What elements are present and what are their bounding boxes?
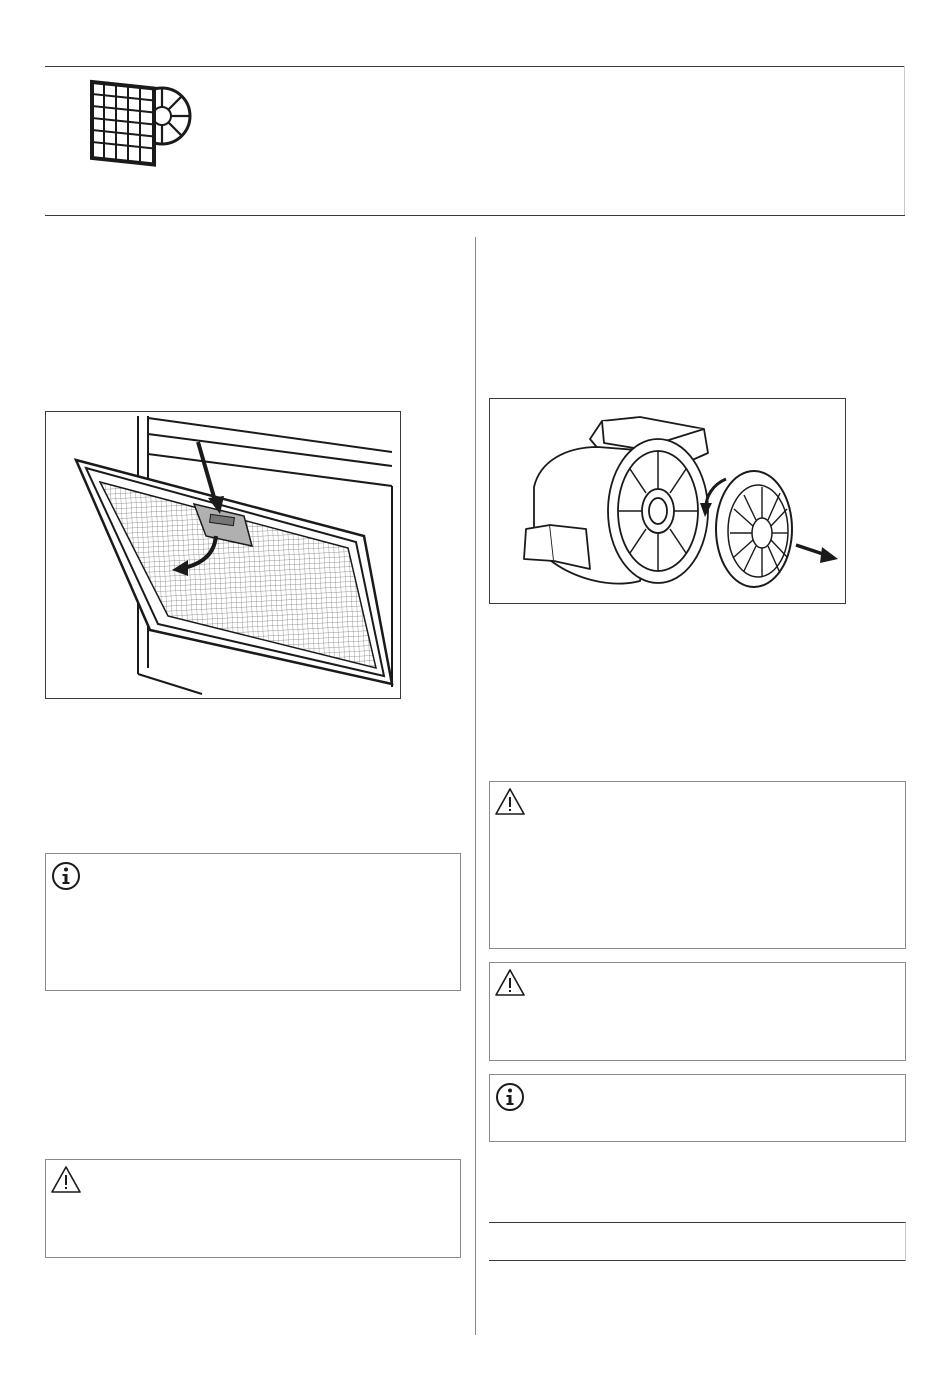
warning-note-2 — [489, 781, 906, 949]
warning-triangle-icon — [494, 786, 526, 816]
figure-grease-filter-removal — [45, 411, 401, 699]
warning-triangle-icon — [50, 1164, 82, 1194]
header-right-edge — [904, 66, 905, 215]
grease-and-carbon-filter-icon — [80, 74, 196, 174]
warning-note-3 — [489, 962, 906, 1061]
carbon-filter-illustration — [490, 399, 846, 604]
info-icon — [494, 1081, 526, 1113]
warning-note-1 — [45, 1159, 461, 1258]
header-top-rule — [45, 66, 905, 67]
info-note-2 — [489, 1074, 906, 1142]
warning-triangle-icon — [494, 967, 526, 997]
column-divider — [475, 237, 476, 1335]
info-note-1 — [45, 853, 461, 991]
table-frame — [489, 1222, 906, 1261]
info-icon — [50, 860, 82, 892]
grease-filter-illustration — [46, 412, 401, 699]
header-bottom-rule — [45, 215, 905, 216]
figure-carbon-filter-removal — [489, 398, 846, 604]
